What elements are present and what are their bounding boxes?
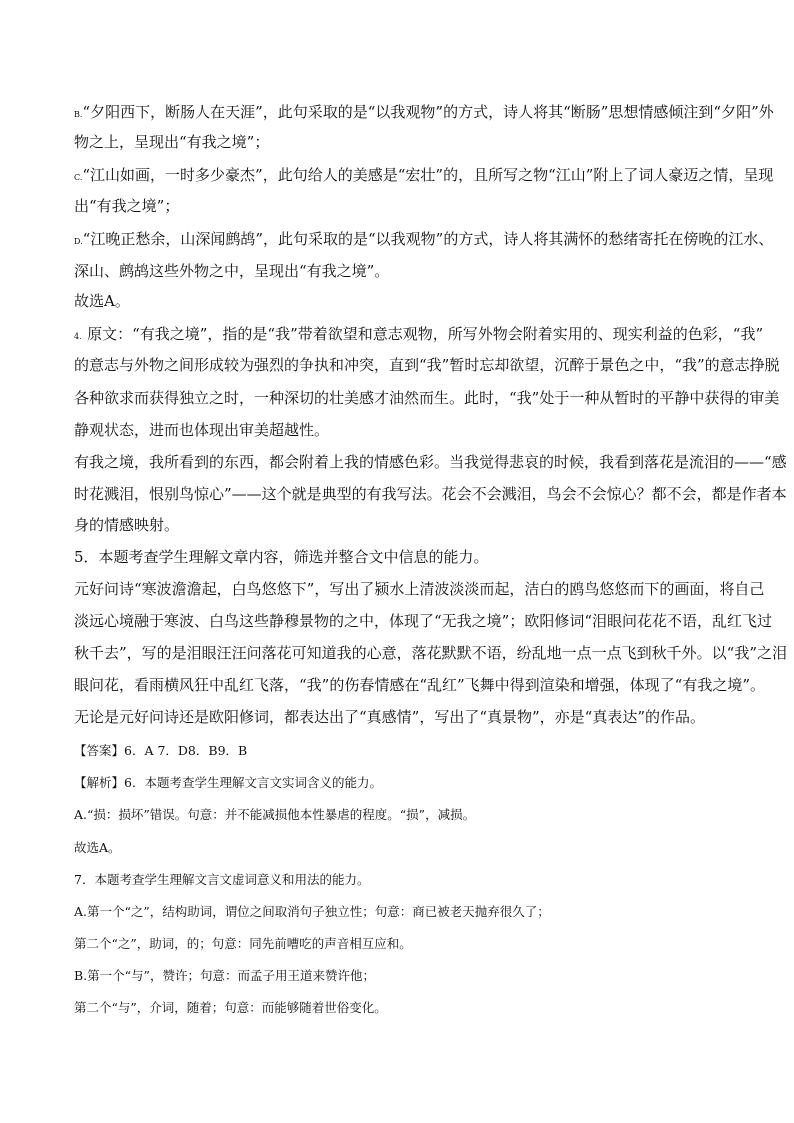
text-line: 第二个“之”，助词，的；句意：同先前嘈吃的声音相互应和。 — [74, 936, 412, 951]
text-line: 无论是元好问诗还是欧阳修词，都表达出了“真感情”，写出了“真景物”，亦是“真表达”的作品。 — [74, 708, 706, 726]
text-line: B.第一个“与”，赞许；句意：而孟子用王道来赞许他； — [74, 968, 375, 983]
text-line: B.“夕阳西下，断肠人在天涯”，此句采取的是“以我观物”的方式，诗人将其“断肠”思想情感倾注到“夕阳”外 — [74, 103, 774, 121]
text-line: 第二个“与”，介词，随着；句意：而能够随着世俗变化。 — [74, 1000, 387, 1015]
text-line: 4．原文：“有我之境”，指的是“我”带着欲望和意志观物，所写外物会附着实用的、现实利益的色彩，“我” — [74, 325, 764, 343]
text-line: 静观状态，进而也体现出审美超越性。 — [74, 421, 330, 439]
text-line: 各种欲求而获得独立之时，一种深切的壮美感才油然而生。此时，“我”处于一种从暂时的平静中获得的审美 — [74, 389, 780, 407]
text-line: 身的情感映射。 — [74, 516, 180, 534]
text-line: C.“江山如画，一时多少豪杰”，此句给人的美感是“宏壮”的，且所写之物“江山”附上了词人豪迈之情，呈现 — [74, 166, 774, 184]
text-line: 7．本题考查学生理解文言文虚词意义和用法的能力。 — [74, 872, 370, 887]
text-line: 元好问诗“寒波澹澹起，白鸟悠悠下”，写出了颍水上清波淡淡而起，洁白的鸥鸟悠悠而下的画面，将自己 — [74, 580, 765, 598]
text-line: A.“损：损坏”错误。句意：并不能减损他本性暴虐的程度。“损”，减损。 — [74, 807, 476, 822]
text-line: 淡远心境融于寒波、白鸟这些静穆景物的之中，体现了“无我之境”；欧阳修词“泪眼问花花不语，乱红飞过 — [74, 612, 773, 630]
text-line: 故选A。 — [74, 840, 121, 855]
text-line: A.第一个“之”，结构助词，谓位之间取消句子独立性；句意：商已被老天抛弃很久了； — [74, 904, 550, 919]
text-line: 有我之境，我所看到的东西，都会附着上我的情感色彩。当我觉得悲哀的时候，我看到落花是流泪的——“感 — [74, 453, 787, 471]
text-line: 出“有我之境”； — [74, 197, 180, 215]
text-line: 眼问花，看雨横风狂中乱红飞落，“我”的伤春情感在“乱红”飞舞中得到渲染和增强，体现了“有我之境”。 — [74, 676, 766, 694]
text-line: 故选A。 — [74, 292, 130, 310]
text-line: 物之上，呈现出“有我之境”； — [74, 133, 270, 151]
text-line: 时花溅泪，恨别鸟惊心”——这个就是典型的有我写法。花会不会溅泪，鸟会不会惊心？都不会，都是作者本 — [74, 485, 787, 503]
text-line: 5．本题考查学生理解文章内容，筛选并整合文中信息的能力。 — [74, 548, 489, 566]
analysis-heading: 【解析】6．本题考查学生理解文言文实词含义的能力。 — [74, 775, 382, 790]
text-line: 的意志与外物之间形成较为强烈的争执和冲突，直到“我”暂时忘却欲望，沉醉于景色之中，“我”的意志挣脱 — [74, 356, 780, 374]
text-line: 深山、鹧鸪这些外物之中，呈现出“有我之境”。 — [74, 262, 390, 280]
text-line: D.“江晚正愁余，山深闻鹧鸪”，此句采取的是“以我观物”的方式，诗人将其满怀的愁绪寄托在傍晚的江水、 — [74, 230, 774, 248]
text-line: 秋千去”，写的是泪眼汪汪问落花可知道我的心意，落花默默不语，纷乱地一点一点飞到秋千外。以“我”之泪 — [74, 644, 788, 662]
answer-heading: 【答案】6．A 7．D8．B9．B — [74, 743, 248, 758]
